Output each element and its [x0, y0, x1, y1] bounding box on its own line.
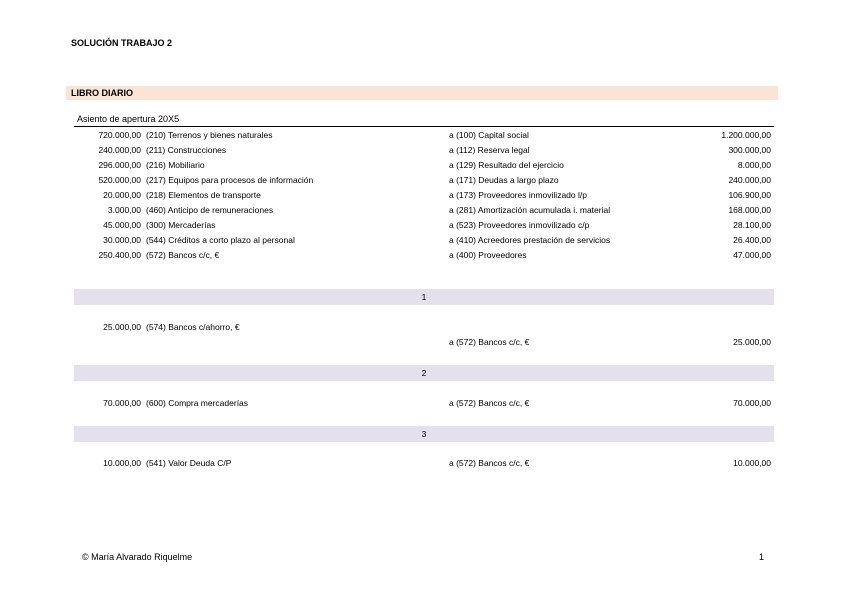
credit-account: a (572) Bancos c/c, € [449, 398, 530, 408]
debit-amount: 25.000,00 [103, 322, 141, 332]
entry-number-band [74, 365, 774, 381]
credit-amount: 168.000,00 [728, 205, 771, 215]
credit-account: a (572) Bancos c/c, € [449, 337, 530, 347]
debit-amount: 30.000,00 [103, 235, 141, 245]
journal-row [0, 322, 848, 335]
page-number: 1 [759, 552, 765, 562]
debit-account: (544) Créditos a corto plazo al personal [146, 235, 295, 245]
credit-account: a (100) Capital social [449, 130, 529, 140]
credit-amount: 106.900,00 [728, 190, 771, 200]
journal-row [0, 337, 848, 350]
journal-row [0, 175, 848, 188]
journal-row [0, 205, 848, 218]
journal-row [0, 398, 848, 411]
debit-account: (460) Anticipo de remuneraciones [146, 205, 274, 215]
journal-row [0, 235, 848, 248]
credit-amount: 1.200.000,00 [721, 130, 771, 140]
credit-account: a (400) Proveedores [449, 250, 527, 260]
journal-row [0, 220, 848, 233]
debit-account: (541) Valor Deuda C/P [146, 458, 232, 468]
credit-account: a (572) Bancos c/c, € [449, 458, 530, 468]
journal-row [0, 250, 848, 263]
debit-account: (210) Terrenos y bienes naturales [146, 130, 273, 140]
debit-account: (572) Bancos c/c, € [146, 250, 220, 260]
debit-amount: 520.000,00 [98, 175, 141, 185]
credit-amount: 10.000,00 [733, 458, 771, 468]
credit-account: a (281) Amortización acumulada i. material [449, 205, 611, 215]
debit-amount: 720.000,00 [98, 130, 141, 140]
credit-account: a (112) Reserva legal [449, 145, 530, 155]
journal-row [0, 458, 848, 471]
footer-author: © María Alvarado Riquelme [82, 552, 193, 562]
entry-number-band [74, 289, 774, 305]
credit-account: a (410) Acreedores prestación de servicios [449, 235, 611, 245]
debit-amount: 296.000,00 [98, 160, 141, 170]
journal-row [0, 190, 848, 203]
credit-account: a (523) Proveedores inmovilizado c/p [449, 220, 590, 230]
debit-account: (300) Mercaderías [146, 220, 216, 230]
credit-account: a (173) Proveedores inmovilizado l/p [449, 190, 587, 200]
credit-amount: 8.000,00 [737, 160, 771, 170]
credit-amount: 300.000,00 [728, 145, 771, 155]
credit-account: a (171) Deudas a largo plazo [449, 175, 559, 185]
journal-row [0, 145, 848, 158]
debit-account: (211) Construcciones [146, 145, 227, 155]
credit-account: a (129) Resultado del ejercicio [449, 160, 564, 170]
debit-account: (218) Elementos de transporte [146, 190, 261, 200]
debit-amount: 240.000,00 [98, 145, 141, 155]
entry-number: 3 [421, 429, 427, 439]
debit-account: (217) Equipos para procesos de información [146, 175, 314, 185]
entry-number: 2 [421, 368, 427, 378]
debit-amount: 45.000,00 [103, 220, 141, 230]
credit-amount: 28.100,00 [733, 220, 771, 230]
credit-amount: 26.400,00 [733, 235, 771, 245]
debit-amount: 70.000,00 [103, 398, 141, 408]
section-header-band [66, 86, 778, 100]
entry-number: 1 [421, 292, 427, 302]
entry-number-band [74, 426, 774, 442]
credit-amount: 47.000,00 [733, 250, 771, 260]
journal-row [0, 130, 848, 143]
debit-account: (216) Mobiliario [146, 160, 205, 170]
opening-entry-label: Asiento de apertura 20X5 [77, 114, 180, 124]
journal-row [0, 160, 848, 173]
header-rule [74, 126, 774, 127]
debit-amount: 10.000,00 [103, 458, 141, 468]
debit-amount: 20.000,00 [103, 190, 141, 200]
credit-amount: 70.000,00 [733, 398, 771, 408]
debit-amount: 250.400,00 [98, 250, 141, 260]
debit-account: (600) Compra mercaderías [146, 398, 249, 408]
section-title: LIBRO DIARIO [71, 88, 133, 98]
document-title: SOLUCIÓN TRABAJO 2 [71, 38, 173, 48]
debit-account: (574) Bancos c/ahorro, € [146, 322, 240, 332]
credit-amount: 25.000,00 [733, 337, 771, 347]
debit-amount: 3.000,00 [107, 205, 141, 215]
credit-amount: 240.000,00 [728, 175, 771, 185]
